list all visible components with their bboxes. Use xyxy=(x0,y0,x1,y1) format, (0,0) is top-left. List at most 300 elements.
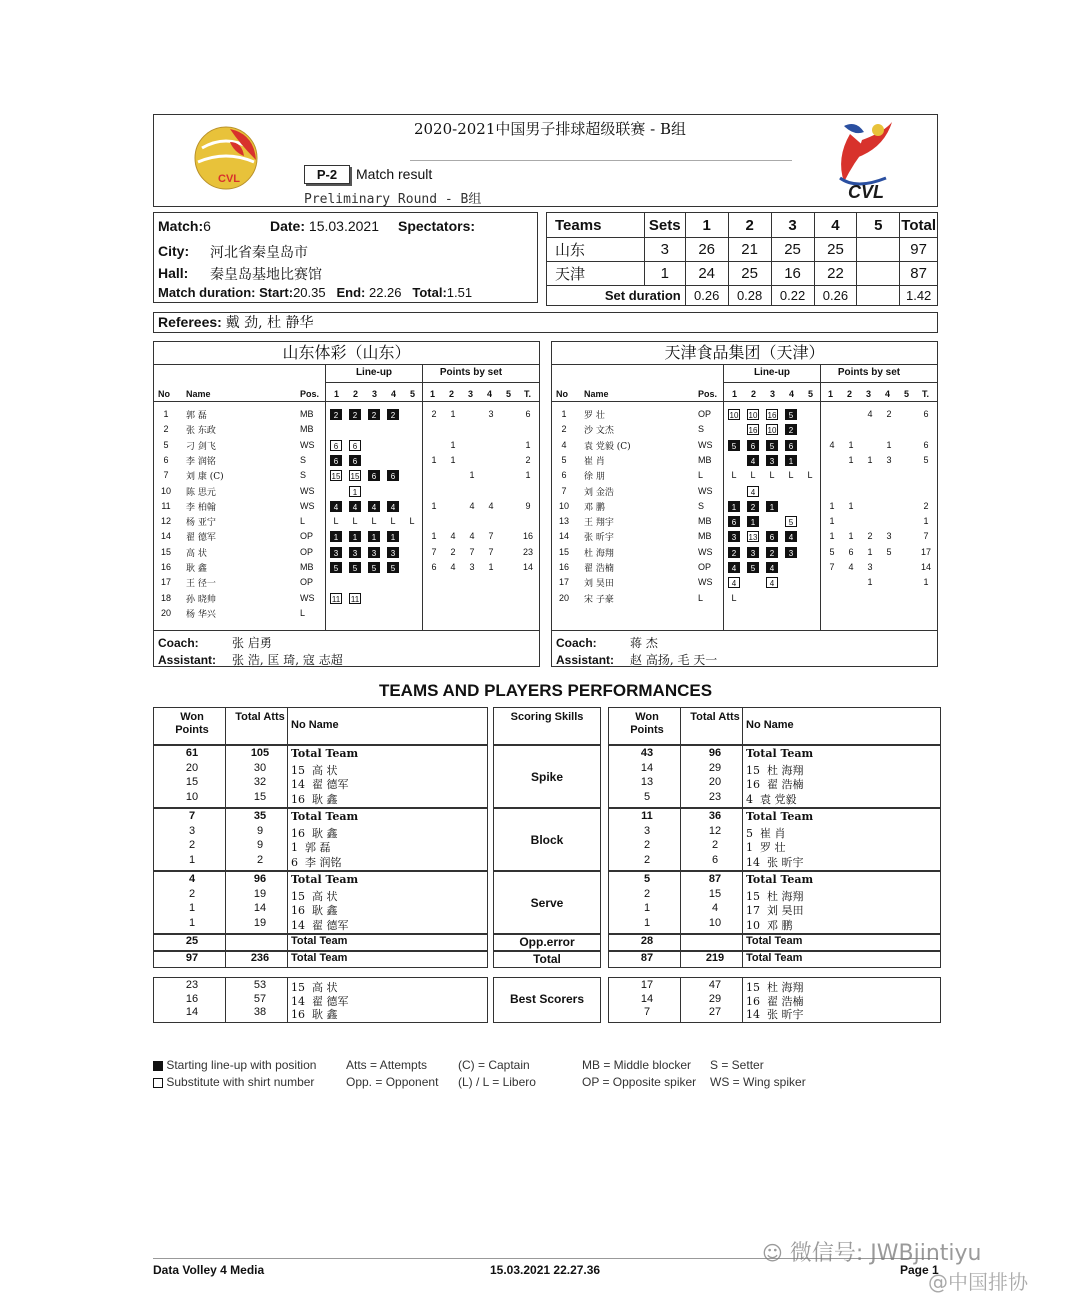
assistant-names: 赵 高扬, 毛 天一 xyxy=(630,653,718,667)
perf-col-divider xyxy=(680,951,681,968)
won-points: 14 xyxy=(640,761,654,774)
player-name: 刁 剑飞 xyxy=(186,441,216,452)
lineup-set-col: 3 xyxy=(372,389,378,399)
team-b-sets: 1 xyxy=(644,262,685,286)
cvl-left-logo xyxy=(190,124,264,194)
starting-position-box: 2 xyxy=(349,409,361,420)
player-total-points: 1 xyxy=(923,577,929,588)
player-name: 杨 华兴 xyxy=(186,609,216,620)
team-b-total: 87 xyxy=(900,262,938,286)
substitute-box: 4 xyxy=(728,577,740,588)
won-points: 2 xyxy=(188,839,196,851)
substitute-box: 16 xyxy=(748,426,758,436)
watermark-weibo: @中国排协 xyxy=(928,1270,1028,1294)
perf-col-divider xyxy=(680,934,681,951)
won-points: 3 xyxy=(643,824,651,837)
team-a-set1: 26 xyxy=(685,238,728,262)
substitute-box: 10 xyxy=(748,411,758,420)
starting-position-box: 1 xyxy=(785,455,797,466)
lineup-label: Line-up xyxy=(753,367,791,378)
set-points: 7 xyxy=(829,562,835,572)
player-position: L xyxy=(698,470,704,481)
won-points: 1 xyxy=(643,902,651,914)
lineup-set-col: 1 xyxy=(334,389,340,399)
player-total-points: 2 xyxy=(923,500,929,511)
set-points: 1 xyxy=(450,409,456,419)
player-number: 14 xyxy=(160,531,171,542)
starting-position-box: 3 xyxy=(349,547,361,558)
player-total-points: 5 xyxy=(923,454,929,465)
legend-libero: (L) / L = Libero xyxy=(458,1075,536,1089)
player-position: MB xyxy=(698,516,712,527)
col-no: No xyxy=(556,389,568,399)
performer-name: Total Team xyxy=(291,935,348,947)
player-number: 17 xyxy=(558,577,569,588)
points-set-col: 4 xyxy=(885,389,891,399)
starting-position-box: 1 xyxy=(747,516,759,527)
libero-mark: L xyxy=(788,470,794,481)
total-atts: 236 xyxy=(250,952,270,964)
player-position: OP xyxy=(300,546,314,557)
won-points: 28 xyxy=(640,935,654,947)
player-name: 刘 康 (C) xyxy=(186,472,224,483)
starting-position-box: 3 xyxy=(387,547,399,558)
won-points: 10 xyxy=(185,790,199,803)
player-total-points: 1 xyxy=(525,470,531,481)
starting-position-box: 3 xyxy=(330,547,342,558)
starting-position-box: 2 xyxy=(728,547,740,558)
set-points: 4 xyxy=(450,531,456,542)
performer-name: 16 耿 鑫 xyxy=(291,826,338,840)
perf-col-divider xyxy=(742,934,743,951)
player-position: MB xyxy=(300,424,314,435)
logo-left-text: CVL xyxy=(218,173,240,185)
player-number: 2 xyxy=(561,424,567,435)
set-duration-row xyxy=(547,286,938,306)
starting-position-box: 6 xyxy=(785,440,797,451)
performer-name: Total Team xyxy=(291,952,348,964)
player-position: MB xyxy=(698,454,712,465)
team-a-roster xyxy=(153,341,540,667)
player-number: 11 xyxy=(161,500,171,511)
player-position: S xyxy=(300,454,307,465)
performer-name: Total Team xyxy=(291,810,359,823)
starting-position-box: 1 xyxy=(766,501,778,512)
team-a-short: 山东 xyxy=(547,238,645,262)
total-atts: 105 xyxy=(250,747,270,759)
performer-name: Total Team xyxy=(291,873,359,886)
starting-position-box: 6 xyxy=(387,470,399,481)
total-atts: 20 xyxy=(708,776,722,788)
team-name: 天津食品集团（天津） xyxy=(552,342,937,365)
team-b-set2: 25 xyxy=(728,262,771,286)
starting-position-box: 3 xyxy=(368,547,380,558)
set-points: 1 xyxy=(488,562,494,572)
coach-label: Coach: xyxy=(158,636,199,650)
performer-name: 14 翟 德军 xyxy=(291,778,349,791)
player-total-points: 1 xyxy=(525,439,531,450)
header-teams: Teams xyxy=(547,213,645,238)
total-label: Total xyxy=(533,952,561,966)
starting-position-box: 5 xyxy=(368,562,380,573)
set-points: 2 xyxy=(450,546,456,557)
player-name: 崔 肖 xyxy=(584,456,605,467)
starting-position-box: 5 xyxy=(349,562,361,573)
won-points: 87 xyxy=(640,952,654,964)
points-set-col: 1 xyxy=(430,389,436,399)
player-row xyxy=(552,546,937,560)
performer-name: 15 高 状 xyxy=(291,763,338,777)
legend-mb: MB = Middle blocker xyxy=(582,1058,692,1072)
player-position: WS xyxy=(698,439,713,450)
performer-name: 15 杜 海翔 xyxy=(746,763,804,777)
assistant-label: Assistant: xyxy=(556,653,615,667)
player-row xyxy=(154,530,539,544)
performer-name: 16 翟 浩楠 xyxy=(746,994,804,1008)
starting-position-box: 2 xyxy=(368,409,380,420)
won-points: 1 xyxy=(188,853,196,866)
cvl-right-logo xyxy=(826,118,896,202)
player-row xyxy=(154,469,539,483)
performer-name: 16 耿 鑫 xyxy=(291,1008,338,1021)
set-points: 4 xyxy=(469,531,475,542)
lineup-set-col: 5 xyxy=(808,389,814,399)
legend-starting-icon xyxy=(153,1061,163,1071)
performer-name: 14 翟 德军 xyxy=(291,994,349,1008)
performer-name: Total Team xyxy=(746,952,803,964)
player-number: 5 xyxy=(163,439,169,450)
player-number: 14 xyxy=(558,531,569,542)
player-number: 10 xyxy=(558,500,569,511)
total-atts: 15 xyxy=(253,790,267,803)
won-points: 5 xyxy=(643,873,651,885)
set-points: 3 xyxy=(867,562,873,572)
won-points: 2 xyxy=(643,887,651,900)
total-atts: 12 xyxy=(708,824,722,837)
set-points: 1 xyxy=(431,454,437,465)
spectators-label: Spectators: xyxy=(398,218,476,234)
total-atts: 9 xyxy=(256,839,264,851)
performer-name: 6 李 润铭 xyxy=(291,855,342,869)
set-points: 3 xyxy=(469,562,475,572)
set-points: 1 xyxy=(848,439,854,450)
set4-duration: 0.26 xyxy=(814,286,857,306)
player-position: WS xyxy=(300,500,315,511)
col-no-name: No Name xyxy=(291,719,339,731)
performer-name: 15 高 状 xyxy=(291,981,338,994)
player-row xyxy=(154,485,539,499)
set-points: 1 xyxy=(450,439,456,450)
set-points: 7 xyxy=(488,546,494,557)
team-b-set1: 24 xyxy=(685,262,728,286)
player-row xyxy=(154,439,539,453)
set-duration-label: Set duration xyxy=(547,286,686,306)
set3-duration: 0.22 xyxy=(771,286,814,306)
performer-name: 14 张 昕宇 xyxy=(746,855,804,869)
col-pos: Pos. xyxy=(300,389,320,399)
total-atts: 96 xyxy=(253,873,267,885)
start-time: 20.35 xyxy=(293,285,326,300)
starting-position-box: 6 xyxy=(349,455,361,466)
libero-mark: L xyxy=(409,516,415,527)
player-position: S xyxy=(698,500,705,511)
starting-position-box: 1 xyxy=(368,531,380,542)
player-position: S xyxy=(698,424,705,435)
player-name: 孙 晓帅 xyxy=(186,594,216,605)
col-won-points: Won Points xyxy=(630,711,664,736)
total-atts: 32 xyxy=(253,776,267,788)
player-name: 翟 德军 xyxy=(186,533,216,544)
starting-position-box: 6 xyxy=(747,440,759,451)
perf-col-divider xyxy=(225,871,226,934)
starting-position-box: 3 xyxy=(766,455,778,466)
player-total-points: 6 xyxy=(923,409,929,419)
player-name: 杨 亚宁 xyxy=(186,518,216,529)
player-position: OP xyxy=(698,409,712,419)
total-atts: 19 xyxy=(253,916,267,929)
set-points: 7 xyxy=(488,531,494,542)
starting-position-box: 4 xyxy=(785,531,797,542)
won-points: 4 xyxy=(188,873,196,885)
starting-position-box: 5 xyxy=(747,562,759,573)
set-points: 1 xyxy=(829,531,835,542)
points-set-col: 3 xyxy=(866,389,872,399)
best-scorers-label: Best Scorers xyxy=(509,992,585,1006)
team-a-set4: 25 xyxy=(814,238,857,262)
legend-opp: Opp. = Opponent xyxy=(346,1075,439,1089)
player-position: MB xyxy=(698,531,712,542)
header-sets: Sets xyxy=(644,213,685,238)
set1-duration: 0.26 xyxy=(685,286,728,306)
won-points: 1 xyxy=(643,916,651,929)
assistant-names: 张 浩, 匡 琦, 寇 志超 xyxy=(232,653,343,667)
assistant-line xyxy=(158,651,343,668)
coach-divider xyxy=(552,630,937,631)
perf-col-divider xyxy=(225,745,226,808)
col-pos: Pos. xyxy=(698,389,718,399)
team-a-set5 xyxy=(857,238,900,262)
skill-label-spike: Spike xyxy=(530,769,563,784)
substitute-box: 16 xyxy=(767,411,777,420)
set-points: 1 xyxy=(829,500,835,511)
total-atts: 57 xyxy=(253,992,267,1005)
date-label: Date: xyxy=(270,218,306,234)
total-atts: 4 xyxy=(711,902,719,914)
col-total: T. xyxy=(922,389,930,399)
player-number: 16 xyxy=(160,562,171,572)
end-time: 22.26 xyxy=(368,285,402,300)
set-points: 1 xyxy=(867,454,873,465)
start-label: Start: xyxy=(259,285,294,300)
match-info-box xyxy=(153,212,538,303)
total-atts: 35 xyxy=(253,810,267,822)
performer-name: 10 邓 鹏 xyxy=(746,918,793,932)
set-points: 2 xyxy=(867,531,873,542)
subheader-divider xyxy=(723,382,937,383)
player-name: 罗 壮 xyxy=(584,411,605,421)
total-atts: 10 xyxy=(708,916,722,929)
libero-mark: L xyxy=(731,470,737,481)
lineup-set-col: 2 xyxy=(751,389,757,399)
referees-label: Referees: xyxy=(158,314,222,330)
player-total-points: 9 xyxy=(525,500,531,511)
header-set4: 4 xyxy=(814,213,857,238)
won-points: 23 xyxy=(185,979,199,991)
substitute-box: 15 xyxy=(350,472,360,482)
starting-position-box: 4 xyxy=(766,562,778,573)
starting-position-box: 2 xyxy=(766,547,778,558)
player-total-points: 14 xyxy=(920,562,931,572)
perf-col-divider xyxy=(680,871,681,934)
set-points: 1 xyxy=(848,531,854,542)
player-number: 15 xyxy=(558,546,569,557)
performer-name: 14 翟 德军 xyxy=(291,918,349,932)
player-number: 20 xyxy=(160,607,171,618)
player-number: 13 xyxy=(558,516,569,527)
player-number: 16 xyxy=(558,562,569,572)
player-name: 刘 昊田 xyxy=(584,579,614,590)
performer-name: Total Team xyxy=(746,810,814,823)
performer-name: 14 张 昕宇 xyxy=(746,1008,804,1021)
player-position: WS xyxy=(698,577,713,588)
player-name: 郭 磊 xyxy=(186,411,207,421)
set-points: 5 xyxy=(886,546,892,557)
substitute-box: 13 xyxy=(748,533,758,543)
perf-col-divider xyxy=(680,707,681,745)
player-row xyxy=(154,561,539,575)
perf-col-divider xyxy=(680,977,681,1023)
perf-col-divider xyxy=(225,934,226,951)
col-total-atts: Total Atts xyxy=(690,711,740,723)
substitute-box: 4 xyxy=(747,486,759,497)
total-duration: 1.42 xyxy=(900,286,938,306)
won-points: 2 xyxy=(643,839,651,851)
col-total: T. xyxy=(524,389,532,399)
perf-col-divider xyxy=(680,808,681,871)
player-row xyxy=(552,408,937,422)
player-name: 翟 浩楠 xyxy=(584,564,614,574)
player-total-points: 2 xyxy=(525,454,531,465)
set-points: 3 xyxy=(886,531,892,542)
won-points: 1 xyxy=(188,916,196,929)
footer-right: Page 1 xyxy=(900,1263,939,1277)
performer-name: 16 翟 浩楠 xyxy=(746,778,804,791)
player-name: 张 昕宇 xyxy=(584,533,614,544)
player-total-points: 16 xyxy=(522,531,533,542)
col-scoring-skills: Scoring Skills xyxy=(510,711,584,723)
watermark-text-1: 微信号: JWBjintiyu xyxy=(789,1241,982,1266)
points-set-col: 4 xyxy=(487,389,493,399)
set2-duration: 0.28 xyxy=(728,286,771,306)
won-points: 16 xyxy=(185,992,199,1005)
player-name: 陈 思元 xyxy=(186,487,216,498)
legend-substitute-icon xyxy=(153,1078,163,1088)
player-number: 7 xyxy=(561,485,567,496)
player-number: 4 xyxy=(561,439,567,450)
assistant-label: Assistant: xyxy=(158,653,217,667)
total-atts: 47 xyxy=(708,979,722,991)
col-total-atts: Total Atts xyxy=(235,711,285,723)
substitute-box: 11 xyxy=(350,594,360,604)
assistant-line xyxy=(556,651,717,668)
set-points: 1 xyxy=(450,454,456,465)
player-name: 李 柏翰 xyxy=(186,502,216,513)
opp-error-label: Opp.error xyxy=(519,935,575,949)
performer-name: 17 刘 昊田 xyxy=(746,904,804,917)
set-points: 3 xyxy=(488,409,494,419)
team-b-set5 xyxy=(857,262,900,286)
duration-label: Match duration: xyxy=(158,285,256,300)
lineup-set-col: 5 xyxy=(410,389,416,399)
score-row-b xyxy=(547,262,938,286)
substitute-box: 11 xyxy=(331,594,341,604)
won-points: 2 xyxy=(188,887,196,900)
coach-label: Coach: xyxy=(556,636,597,650)
performer-name: 1 罗 壮 xyxy=(746,841,786,854)
set-points: 4 xyxy=(867,409,873,419)
wechat-icon: ☺ xyxy=(762,1241,783,1265)
player-name: 沙 文杰 xyxy=(584,426,614,437)
starting-position-box: 3 xyxy=(747,547,759,558)
starting-position-box: 5 xyxy=(330,562,342,573)
set-points: 4 xyxy=(488,500,494,511)
match-label: Match: xyxy=(158,218,204,234)
player-name: 邓 鹏 xyxy=(584,502,605,513)
set-points: 6 xyxy=(848,546,854,557)
player-name: 徐 朋 xyxy=(584,472,605,483)
points-set-col: 2 xyxy=(449,389,455,399)
libero-mark: L xyxy=(390,516,396,527)
player-name: 李 润铭 xyxy=(186,456,216,467)
player-total-points: 17 xyxy=(920,546,931,557)
won-points: 2 xyxy=(643,853,651,866)
match-number: 6 xyxy=(203,218,211,234)
set-points: 5 xyxy=(829,546,835,557)
doc-name: Match result xyxy=(356,166,433,182)
player-row xyxy=(154,592,539,606)
starting-position-box: 3 xyxy=(728,531,740,542)
player-row xyxy=(552,561,937,575)
team-b-set4: 22 xyxy=(814,262,857,286)
header-rule xyxy=(154,401,539,402)
col-won-points: Won Points xyxy=(175,711,209,736)
set5-duration xyxy=(857,286,900,306)
points-set-col: 5 xyxy=(506,389,512,399)
team-a-total: 97 xyxy=(900,238,938,262)
performer-name: 15 高 状 xyxy=(291,889,338,903)
player-number: 12 xyxy=(160,516,171,527)
total-atts: 23 xyxy=(708,790,722,803)
won-points: 97 xyxy=(185,952,199,964)
starting-position-box: 5 xyxy=(387,562,399,573)
performer-name: 16 耿 鑫 xyxy=(291,792,338,806)
starting-position-box: 5 xyxy=(785,409,797,420)
substitute-box: 1 xyxy=(349,486,361,497)
won-points: 14 xyxy=(640,992,654,1005)
lineup-set-col: 4 xyxy=(391,389,397,399)
set-points: 1 xyxy=(829,516,835,527)
perf-col-divider xyxy=(225,808,226,871)
starting-position-box: 4 xyxy=(330,501,342,512)
performer-name: 15 杜 海翔 xyxy=(746,889,804,903)
player-row xyxy=(552,469,937,483)
substitute-box: 6 xyxy=(330,440,342,451)
legend-starting: Starting line-up with position xyxy=(166,1058,317,1072)
won-points: 7 xyxy=(643,1006,651,1018)
libero-mark: L xyxy=(352,516,358,527)
points-set-col: 5 xyxy=(904,389,910,399)
total-atts: 19 xyxy=(253,887,267,900)
